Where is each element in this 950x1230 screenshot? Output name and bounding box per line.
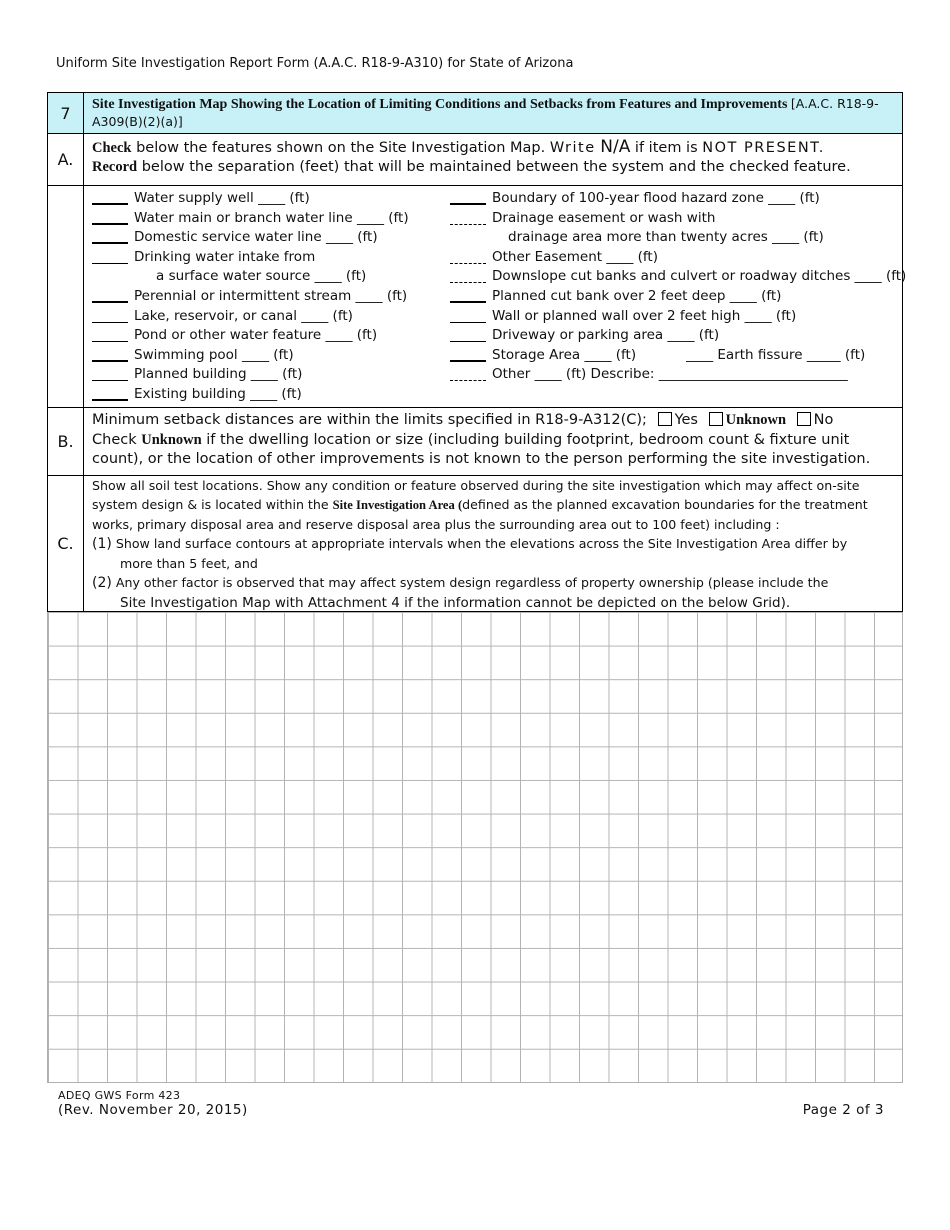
site-map-grid[interactable] bbox=[47, 612, 903, 1083]
list-item: Boundary of 100-year flood hazard zone ____ (ft) bbox=[450, 189, 906, 209]
list-item: Water main or branch water line ____ (ft) bbox=[92, 209, 409, 229]
list-item: Water supply well ____ (ft) bbox=[92, 189, 409, 209]
no-label: No bbox=[813, 412, 834, 428]
check-blank[interactable] bbox=[92, 367, 128, 381]
check-blank[interactable] bbox=[450, 211, 486, 225]
unknown-explanation: if the dwelling location or size (including building footprint, bedroom count & fixture unit count), or the location of other improvements is not known to the person performing the site investigation. bbox=[92, 431, 871, 467]
section-c-text-start: Show all soil test locations. Show any condition or feature observed during the site investigation which may affect on-site system design & is located within the bbox=[92, 478, 860, 512]
check-blank[interactable] bbox=[450, 191, 486, 205]
check-blank[interactable] bbox=[450, 328, 486, 342]
list-item: Other ____ (ft) Describe: ____________________________ bbox=[450, 365, 906, 385]
check-text: Check bbox=[92, 431, 142, 448]
form-id: ADEQ GWS Form 423 bbox=[58, 1089, 181, 1102]
item-2-text: Any other factor is observed that may affect system design regardless of property ownership (please include the bbox=[111, 575, 829, 590]
write-word: Write bbox=[549, 140, 596, 156]
check-blank[interactable] bbox=[92, 250, 128, 264]
record-word: Record bbox=[92, 159, 138, 175]
section-7-number: 7 bbox=[48, 93, 84, 133]
check-blank[interactable] bbox=[450, 269, 486, 283]
list-item: a surface water source ____ (ft) bbox=[156, 268, 367, 285]
check-blank[interactable] bbox=[92, 328, 128, 342]
site-investigation-area-term: Site Investigation Area ( bbox=[332, 498, 463, 512]
list-item: Drinking water intake from bbox=[92, 248, 409, 268]
check-blank[interactable] bbox=[92, 230, 128, 244]
section-c bbox=[48, 475, 902, 611]
check-blank[interactable] bbox=[92, 191, 128, 205]
list-item: Lake, reservoir, or canal ____ (ft) bbox=[92, 307, 409, 327]
instruction-text-2: if item is bbox=[630, 140, 703, 156]
list-item: Drainage easement or wash with bbox=[450, 209, 906, 229]
list-item: Pond or other water feature ____ (ft) bbox=[92, 326, 409, 346]
setback-question: Minimum setback distances are within the limits specified in R18-9-A312(C); bbox=[92, 412, 647, 428]
instruction-text-1: below the features shown on the Site Investigation Map. bbox=[131, 140, 550, 156]
check-blank[interactable] bbox=[450, 250, 486, 264]
section-c-text-end: defined as the planned excavation boundaries for the treatment works, primary disposal area and reserve disposal area plus the surrounding area out to 100 feet) including : bbox=[92, 497, 868, 532]
item-1-text: Show land surface contours at appropriate intervals when the elevations across the Site Investigation Area differ by bbox=[111, 536, 848, 551]
unknown-label: Unknown bbox=[725, 412, 787, 428]
form-title: Uniform Site Investigation Report Form (A.A.C. R18-9-A310) for State of Arizona bbox=[56, 56, 574, 71]
form-table bbox=[47, 92, 907, 612]
list-item: Perennial or intermittent stream ____ (ft) bbox=[92, 287, 409, 307]
check-blank[interactable] bbox=[92, 387, 128, 401]
section-a-label: A. bbox=[48, 134, 84, 185]
item-2-number: (2) bbox=[92, 575, 112, 591]
checklist-left-column bbox=[92, 189, 409, 405]
unknown-checkbox[interactable] bbox=[709, 412, 723, 426]
no-checkbox[interactable] bbox=[797, 412, 811, 426]
instruction-text-3: below the separation (feet) that will be maintained between the system and the checked feature. bbox=[137, 159, 851, 175]
section-7-title: Site Investigation Map Showing the Location of Limiting Conditions and Setbacks from Features and Improvements bbox=[92, 97, 788, 112]
list-item: Planned cut bank over 2 feet deep ____ (ft) bbox=[450, 287, 906, 307]
not-present-text: NOT PRESENT. bbox=[702, 140, 825, 156]
list-item: Wall or planned wall over 2 feet high ____ (ft) bbox=[450, 307, 906, 327]
list-item: Storage Area ____ (ft) ____ Earth fissure _____ (ft) bbox=[450, 346, 906, 366]
check-blank[interactable] bbox=[450, 289, 486, 303]
revision-date: (Rev. November 20, 2015) bbox=[58, 1102, 248, 1118]
check-word: Check bbox=[92, 140, 132, 156]
section-b-label: B. bbox=[48, 408, 84, 475]
section-c-label: C. bbox=[48, 476, 84, 611]
list-item: Domestic service water line ____ (ft) bbox=[92, 228, 409, 248]
section-7-header bbox=[48, 93, 902, 133]
section-b bbox=[48, 407, 902, 475]
item-1-number: (1) bbox=[92, 536, 112, 552]
earth-fissure-item: ____ Earth fissure _____ (ft) bbox=[686, 346, 866, 363]
section-a-instructions bbox=[48, 133, 902, 185]
list-item: Other Easement ____ (ft) bbox=[450, 248, 906, 268]
list-item: Driveway or parking area ____ (ft) bbox=[450, 326, 906, 346]
check-blank[interactable] bbox=[92, 289, 128, 303]
list-item: drainage area more than twenty acres ____ (ft) bbox=[508, 229, 824, 246]
yes-label: Yes bbox=[674, 412, 698, 428]
list-item: Existing building ____ (ft) bbox=[92, 385, 409, 405]
check-blank[interactable] bbox=[450, 367, 486, 381]
unknown-word: Unknown bbox=[141, 431, 202, 448]
check-blank[interactable] bbox=[92, 211, 128, 225]
checklist-right-column bbox=[450, 189, 906, 385]
item-1-continued: more than 5 feet, and bbox=[120, 556, 258, 571]
check-blank[interactable] bbox=[450, 309, 486, 323]
page-number: Page 2 of 3 bbox=[802, 1102, 884, 1118]
na-text: N/A bbox=[600, 137, 631, 157]
feature-checklist bbox=[48, 185, 907, 407]
list-item: Swimming pool ____ (ft) bbox=[92, 346, 409, 366]
list-item: Planned building ____ (ft) bbox=[92, 365, 409, 385]
item-2-continued: Site Investigation Map with Attachment 4 if the information cannot be depicted on the below Grid). bbox=[120, 595, 791, 611]
check-blank[interactable] bbox=[450, 348, 486, 362]
section-7-reference: [A.A.C. R18-9-A309(B)(2)(a)] bbox=[92, 96, 879, 129]
check-blank[interactable] bbox=[92, 348, 128, 362]
check-blank[interactable] bbox=[92, 309, 128, 323]
yes-checkbox[interactable] bbox=[658, 412, 672, 426]
list-item: Downslope cut banks and culvert or roadway ditches ____ (ft) bbox=[450, 267, 906, 287]
